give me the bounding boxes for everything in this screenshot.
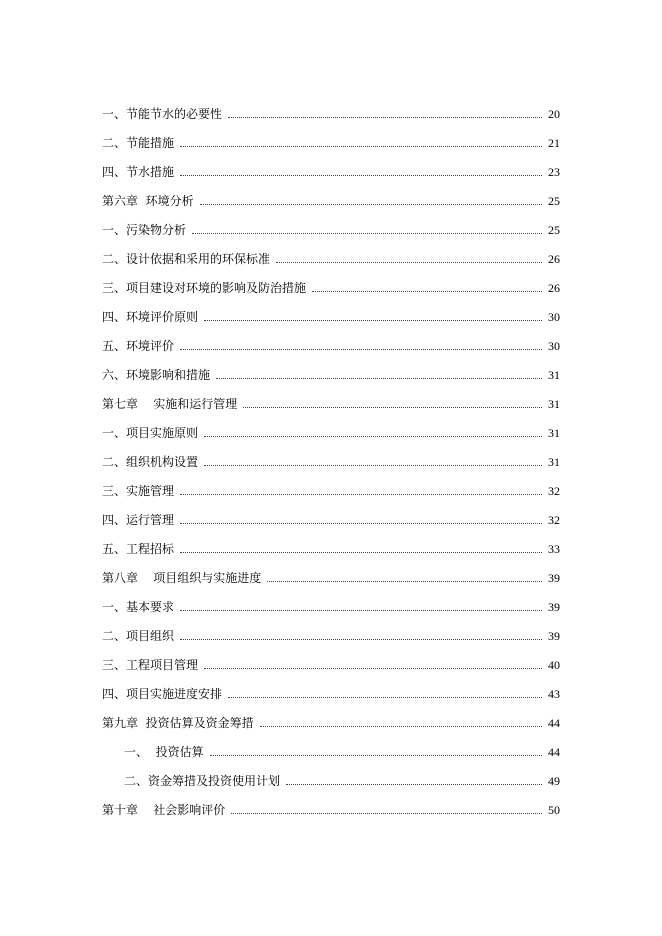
toc-entry[interactable] — [102, 537, 560, 557]
toc-page-number: 25 — [548, 194, 560, 208]
dot-leader — [180, 348, 542, 350]
dot-leader — [180, 609, 542, 611]
toc-entry-label: 第九章 投资估算及资金筹措 — [102, 716, 254, 730]
toc-page-number: 33 — [548, 542, 560, 556]
toc-entry-label: 二、项目组织 — [102, 629, 175, 643]
toc-page-number: 30 — [548, 339, 560, 353]
dot-leader — [312, 290, 542, 292]
toc-entry-label: 一、项目实施原则 — [102, 426, 199, 440]
toc-page-number: 23 — [548, 165, 560, 179]
toc-page-number: 31 — [548, 455, 560, 469]
toc-entry[interactable] — [102, 624, 560, 644]
toc-page-number: 26 — [548, 281, 560, 295]
toc-entry[interactable] — [124, 769, 560, 789]
toc-entry[interactable] — [102, 189, 560, 209]
toc-entry[interactable] — [102, 682, 560, 702]
toc-entry-label: 四、环境评价原则 — [102, 310, 199, 324]
dot-leader — [228, 116, 542, 118]
toc-entry[interactable] — [102, 566, 560, 586]
toc-entry[interactable] — [102, 508, 560, 528]
dot-leader — [180, 174, 542, 176]
toc-page-number: 26 — [548, 252, 560, 266]
toc-page-number: 44 — [548, 745, 560, 759]
toc-entry-label: 三、项目建设对环境的影响及防治措施 — [102, 281, 307, 295]
toc-entry[interactable] — [102, 653, 560, 673]
toc-entry[interactable] — [102, 450, 560, 470]
toc-page-number: 44 — [548, 716, 560, 730]
dot-leader — [286, 783, 542, 785]
toc-entry[interactable] — [102, 595, 560, 615]
dot-leader — [231, 812, 542, 814]
toc-page-number: 31 — [548, 368, 560, 382]
toc-entry[interactable] — [102, 247, 560, 267]
toc-entry-label: 五、环境评价 — [102, 339, 175, 353]
toc-page-number: 21 — [548, 136, 560, 150]
dot-leader — [204, 435, 542, 437]
dot-leader — [192, 232, 542, 234]
dot-leader — [180, 145, 542, 147]
toc-page-number: 20 — [548, 107, 560, 121]
toc-entry-label: 第十章 社会影响评价 — [102, 803, 226, 817]
dot-leader — [180, 522, 542, 524]
toc-page-number: 40 — [548, 658, 560, 672]
toc-entry[interactable] — [102, 392, 560, 412]
toc-entry-label: 六、环境影响和措施 — [102, 368, 211, 382]
toc-page-number: 49 — [548, 774, 560, 788]
toc-entry-label: 四、节水措施 — [102, 165, 175, 179]
toc-entry-label: 二、设计依据和采用的环保标准 — [102, 252, 271, 266]
toc-entry-label: 四、运行管理 — [102, 513, 175, 527]
toc-entry[interactable] — [102, 218, 560, 238]
toc-entry-label: 第六章 环境分析 — [102, 194, 194, 208]
toc-entry[interactable] — [102, 276, 560, 296]
toc-entry-label: 第八章 项目组织与实施进度 — [102, 571, 262, 585]
dot-leader — [204, 464, 542, 466]
toc-page-number: 32 — [548, 513, 560, 527]
toc-entry-label: 二、资金筹措及投资使用计划 — [124, 774, 281, 788]
toc-page-number: 43 — [548, 687, 560, 701]
dot-leader — [180, 638, 542, 640]
toc-entry-label: 一、污染物分析 — [102, 223, 187, 237]
toc-entry[interactable] — [102, 798, 560, 818]
toc-entry[interactable] — [102, 711, 560, 731]
toc-page-number: 39 — [548, 600, 560, 614]
dot-leader — [228, 696, 542, 698]
toc-page-number: 50 — [548, 803, 560, 817]
dot-leader — [200, 203, 542, 205]
toc-entry[interactable] — [102, 334, 560, 354]
toc-entry-label: 三、实施管理 — [102, 484, 175, 498]
toc-entry[interactable] — [102, 363, 560, 383]
toc-entry-label: 四、项目实施进度安排 — [102, 687, 223, 701]
dot-leader — [267, 580, 542, 582]
dot-leader — [243, 406, 542, 408]
dot-leader — [204, 667, 542, 669]
toc-entry-label: 五、工程招标 — [102, 542, 175, 556]
dot-leader — [260, 725, 542, 727]
toc-page-number: 30 — [548, 310, 560, 324]
toc-entry[interactable] — [102, 479, 560, 499]
dot-leader — [276, 261, 542, 263]
dot-leader — [204, 319, 542, 321]
toc-entry[interactable] — [102, 131, 560, 151]
toc-entry-label: 二、节能措施 — [102, 136, 175, 150]
toc-entry[interactable] — [102, 160, 560, 180]
toc-entry-label: 一、 投资估算 — [124, 745, 204, 759]
toc-page-number: 39 — [548, 571, 560, 585]
toc-entry-label: 二、组织机构设置 — [102, 455, 199, 469]
toc-entry[interactable] — [102, 421, 560, 441]
toc-entry-label: 三、工程项目管理 — [102, 658, 199, 672]
toc-page-number: 25 — [548, 223, 560, 237]
toc-entry-label: 一、节能节水的必要性 — [102, 107, 223, 121]
toc-entry[interactable] — [102, 102, 560, 122]
toc-entry[interactable] — [124, 740, 560, 760]
toc-page-number: 32 — [548, 484, 560, 498]
toc-page-number: 31 — [548, 397, 560, 411]
toc-entry-label: 第七章 实施和运行管理 — [102, 397, 238, 411]
dot-leader — [180, 493, 542, 495]
dot-leader — [210, 754, 542, 756]
dot-leader — [216, 377, 542, 379]
toc-page-number: 39 — [548, 629, 560, 643]
dot-leader — [180, 551, 542, 553]
toc-page-number: 31 — [548, 426, 560, 440]
toc-entry-label: 一、基本要求 — [102, 600, 175, 614]
toc-entry[interactable] — [102, 305, 560, 325]
